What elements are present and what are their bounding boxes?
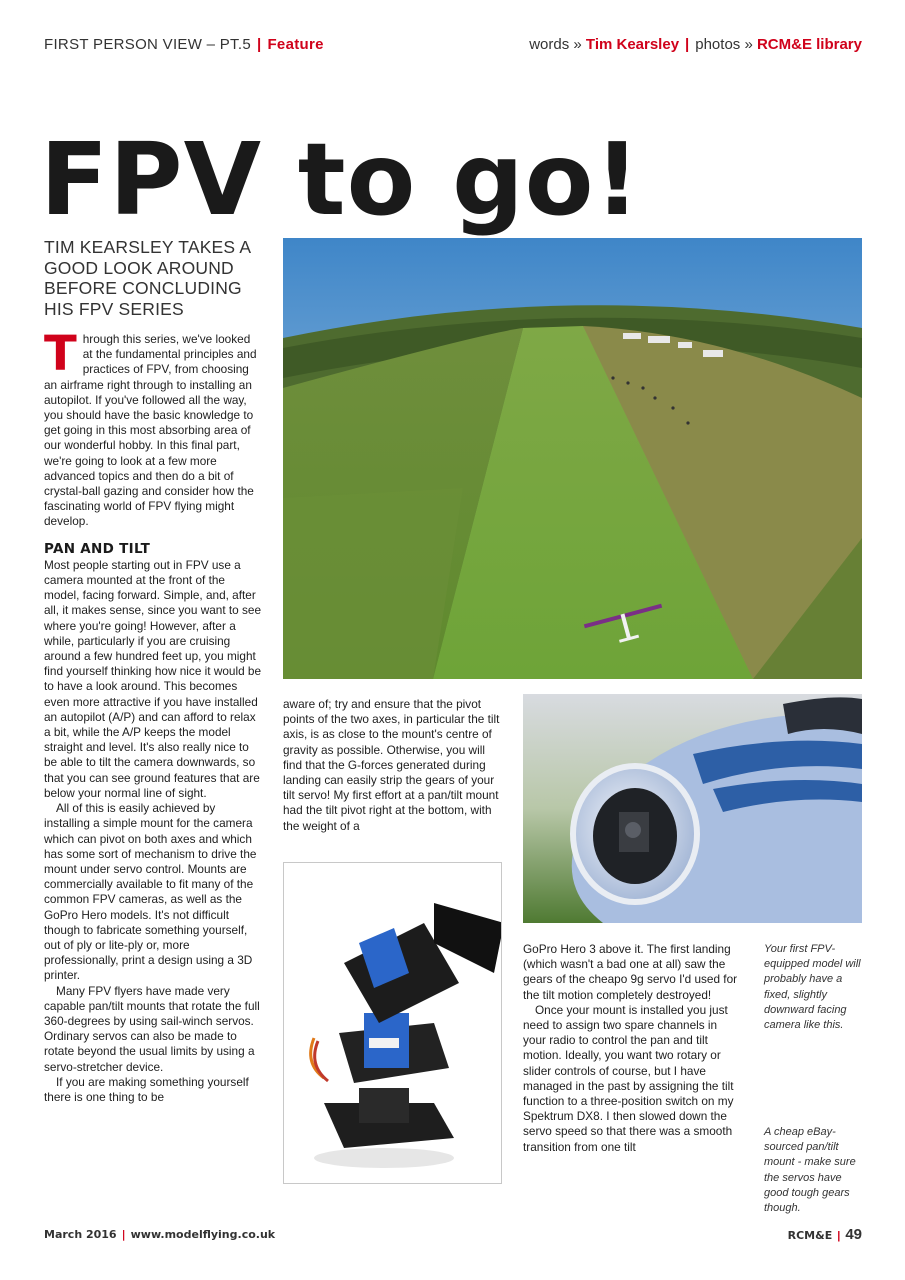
intro-text: hrough this series, we've looked at the fundamental principles and practices of FPV, from choosing an airframe right through to installing an autopilot. If you've followed all the way, you should have the basic knowledge to get going in this most absorbing area of our wonderful hobby. In this final part, we're going to look at a few more advanced topics and then do a bit of crystal-ball gazing and consider how the fascinating world of FPV flying might develop. (44, 332, 257, 529)
fpv-model-photo (523, 694, 862, 923)
header-left (44, 36, 324, 53)
body-column-2 (283, 697, 503, 834)
footer-left (44, 1228, 275, 1241)
aerial-field-photo (283, 238, 862, 679)
paragraph: If you are making something yourself there is one thing to be (44, 1074, 249, 1104)
photos-label: photos » (695, 36, 753, 53)
drop-cap: T (44, 326, 77, 382)
series-label: FIRST PERSON VIEW – PT.5 (44, 36, 251, 53)
issue-date: March 2016 (44, 1228, 117, 1241)
magazine-brand: RCM&E (787, 1229, 833, 1242)
photographer-name: RCM&E library (756, 36, 862, 53)
header-credits (529, 36, 862, 53)
words-label: words » (529, 36, 582, 53)
caption-fpv-model: Your first FPV-equipped model will probably have a fixed, slightly downward facing camera like this. (764, 943, 861, 1032)
website-url: www.modelflying.co.uk (130, 1228, 276, 1241)
section-label: Feature (267, 36, 324, 53)
page-footer (44, 1228, 862, 1246)
credits-divider: | (685, 36, 690, 53)
pan-tilt-mount-photo (283, 862, 502, 1184)
standfirst: TIM KEARSLEY TAKES A GOOD LOOK AROUND BEFORE CONCLUDING HIS FPV SERIES (44, 237, 251, 319)
body-column-1 (44, 326, 262, 1105)
paragraph: Many FPV flyers have made very capable pan/tilt mounts that rotate the full 360-degrees by using sail-winch servos. Ordinary servos can also be made to rotate beyond the usual limits by using a servo-stretcher device. (44, 983, 260, 1074)
paragraph: All of this is easily achieved by installing a simple mount for the camera which can pivot on both axes and which has some sort of mechanism to drive the mount under servo control. Mounts are commercially available to fit many of the common FPV cameras, as well as the GoPro Hero models. It's not difficult though to fabricate something yourself, out of ply or lite-ply or, more professionally, print a design using a 3D printer. (44, 801, 257, 983)
caption-pan-tilt-mount: A cheap eBay-sourced pan/tilt mount - make sure the servos have good tough gears though. (764, 1126, 856, 1215)
article-title: FPV to go! (40, 121, 642, 238)
running-header (44, 36, 862, 58)
paragraph: Most people starting out in FPV use a camera mounted at the front of the model, facing forward. Simple, and, after all, it makes sense, since you want to see where you're going! However, after a while, particularly if you are cruising around a few hundred feet up, you might find yourself thinking how nice it would be to have a look around. This becomes even more attractive if you have installed an autopilot (A/P) and can afford to relax a bit, while the A/P keeps the model straight and level. It's also really nice to be able to tilt the camera downwards, so that you can see ground features that are below your normal line of sight. (44, 557, 262, 800)
body-column-3 (523, 942, 743, 1155)
paragraph: GoPro Hero 3 above it. The first landing (which wasn't a bad one at all) saw the gears of the cheapo 9g servo I'd used for the tilt motion completely destroyed! (523, 942, 738, 1002)
header-divider: | (256, 36, 262, 53)
footer-divider: | (121, 1228, 126, 1241)
paragraph: aware of; try and ensure that the pivot points of the two axes, in particular the tilt axis, is as close to the mount's centre of gravity as possible. Otherwise, you will find that the G-forces generated during landing can easily strip the gears of your tilt servo! My first effort at a pan/tilt mount had the tilt pivot right at the bottom, with the weight of a (283, 697, 500, 833)
footer-right (788, 1226, 862, 1243)
author-name: Tim Kearsley (585, 36, 680, 53)
footer-divider: | (837, 1230, 841, 1242)
page-number: 49 (845, 1226, 862, 1243)
intro-paragraph (44, 326, 262, 530)
subheading-pan-and-tilt: PAN AND TILT (44, 540, 151, 557)
paragraph: Once your mount is installed you just need to assign two spare channels in your radio to control the pan and tilt motion. Ideally, you want two rotary or slider controls of course, but I have managed in the past by assigning the tilt function to a three-position switch on my Spektrum DX8. I then slowed down the servo speed so that there was a smooth transition from one tilt (523, 1002, 734, 1154)
